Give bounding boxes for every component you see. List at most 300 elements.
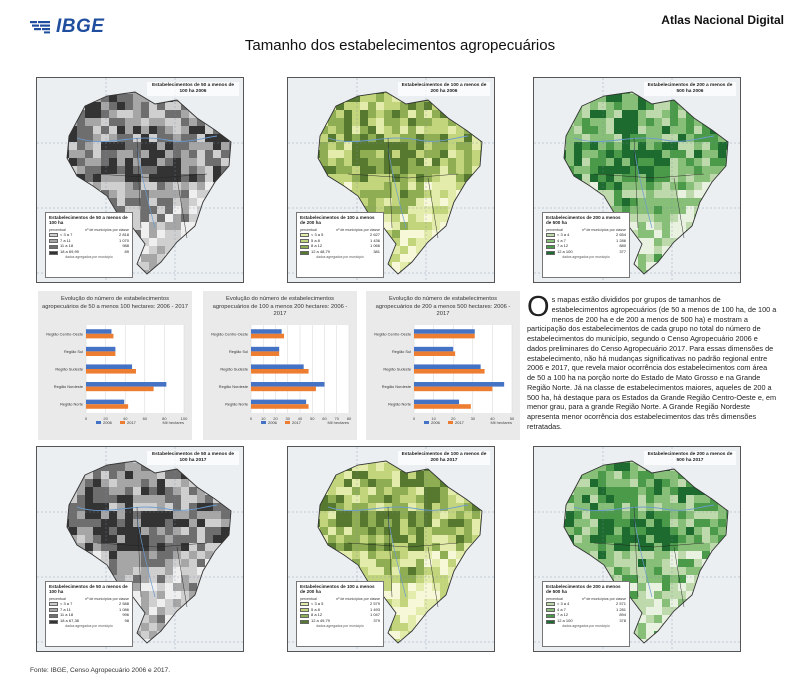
municipality-cell (125, 150, 133, 158)
municipality-cell (157, 519, 165, 527)
municipality-cell (622, 527, 630, 535)
municipality-cell (432, 559, 440, 567)
municipality-cell (149, 519, 157, 527)
legend-class: 12 a 100 (557, 618, 573, 624)
bar-2006 (414, 400, 459, 405)
municipality-cell (141, 599, 149, 607)
municipality-cell (181, 559, 189, 567)
municipality-cell (125, 190, 133, 198)
municipality-cell (654, 503, 662, 511)
municipality-cell (336, 487, 344, 495)
municipality-cell (141, 110, 149, 118)
municipality-cell (662, 487, 670, 495)
municipality-cell (336, 543, 344, 551)
municipality-cell (189, 118, 197, 126)
municipality-cell (189, 487, 197, 495)
municipality-cell (630, 110, 638, 118)
municipality-cell (93, 158, 101, 166)
municipality-cell (622, 198, 630, 206)
municipality-cell (344, 118, 352, 126)
municipality-cell (464, 158, 472, 166)
municipality-cell (678, 150, 686, 158)
legend-count: 1 281 (615, 606, 626, 612)
municipality-cell (456, 535, 464, 543)
bar-2017 (251, 351, 279, 356)
municipality-cell (189, 198, 197, 206)
legend-count: 98 (124, 618, 129, 624)
municipality-cell (77, 535, 85, 543)
municipality-cell (614, 463, 622, 471)
municipality-cell (654, 174, 662, 182)
municipality-cell (440, 118, 448, 126)
municipality-cell (376, 182, 384, 190)
municipality-cell (694, 182, 702, 190)
municipality-cell (670, 182, 678, 190)
municipality-cell (670, 535, 678, 543)
municipality-cell (400, 591, 408, 599)
chart-200-500ha (366, 291, 520, 440)
municipality-cell (101, 479, 109, 487)
municipality-cell (141, 479, 149, 487)
municipality-cell (686, 206, 694, 214)
municipality-cell (109, 527, 117, 535)
municipality-cell (440, 206, 448, 214)
municipality-cell (408, 126, 416, 134)
municipality-cell (336, 110, 344, 118)
municipality-cell (392, 166, 400, 174)
municipality-cell (117, 110, 125, 118)
municipality-cell (590, 543, 598, 551)
municipality-cell (344, 479, 352, 487)
municipality-cell (109, 535, 117, 543)
municipality-cell (638, 126, 646, 134)
municipality-cell (408, 166, 416, 174)
municipality-cell (448, 174, 456, 182)
municipality-cell (165, 222, 173, 230)
municipality-cell (189, 519, 197, 527)
municipality-cell (189, 166, 197, 174)
municipality-cell (416, 519, 424, 527)
municipality-cell (662, 583, 670, 591)
municipality-cell (686, 559, 694, 567)
municipality-cell (598, 535, 606, 543)
municipality-cell (392, 471, 400, 479)
legend-class: 8 a 12 (311, 612, 323, 618)
municipality-cell (117, 126, 125, 134)
municipality-cell (662, 222, 670, 230)
municipality-cell (125, 166, 133, 174)
municipality-cell (432, 535, 440, 543)
bar-2006 (251, 382, 325, 387)
municipality-cell (416, 222, 424, 230)
municipality-cell (149, 230, 157, 238)
municipality-cell (181, 567, 189, 575)
municipality-cell (694, 511, 702, 519)
municipality-cell (149, 479, 157, 487)
legend-swatch (300, 245, 309, 249)
municipality-cell (662, 174, 670, 182)
municipality-cell (424, 511, 432, 519)
municipality-cell (614, 519, 622, 527)
municipality-cell (149, 166, 157, 174)
municipality-cell (432, 527, 440, 535)
municipality-cell (344, 158, 352, 166)
municipality-cell (432, 214, 440, 222)
municipality-cell (654, 511, 662, 519)
municipality-cell (614, 190, 622, 198)
legend-count: 988 (122, 243, 129, 249)
municipality-cell (360, 527, 368, 535)
municipality-cell (93, 543, 101, 551)
municipality-cell (710, 166, 718, 174)
municipality-cell (646, 623, 654, 631)
municipality-cell (181, 150, 189, 158)
municipality-cell (376, 166, 384, 174)
municipality-cell (157, 142, 165, 150)
municipality-cell (424, 527, 432, 535)
legend-class: 18 a 69,99 (60, 249, 79, 255)
municipality-cell (638, 599, 646, 607)
municipality-cell (181, 519, 189, 527)
municipality-cell (392, 559, 400, 567)
municipality-cell (440, 511, 448, 519)
municipality-cell (432, 150, 440, 158)
municipality-cell (141, 166, 149, 174)
municipality-cell (408, 198, 416, 206)
municipality-cell (590, 519, 598, 527)
municipality-cell (213, 535, 221, 543)
municipality-cell (133, 190, 141, 198)
municipality-cell (598, 118, 606, 126)
municipality-cell (654, 607, 662, 615)
municipality-cell (416, 607, 424, 615)
legend-count: 2 654 (615, 231, 626, 237)
municipality-cell (432, 519, 440, 527)
municipality-cell (344, 471, 352, 479)
municipality-cell (376, 118, 384, 126)
municipality-cell (416, 126, 424, 134)
municipality-cell (157, 198, 165, 206)
municipality-cell (117, 182, 125, 190)
municipality-cell (344, 495, 352, 503)
bar-2017 (251, 404, 309, 409)
municipality-cell (646, 150, 654, 158)
municipality-cell (566, 511, 574, 519)
municipality-cell (109, 519, 117, 527)
municipality-cell (368, 118, 376, 126)
municipality-cell (598, 551, 606, 559)
municipality-cell (205, 158, 213, 166)
municipality-cell (448, 126, 456, 134)
municipality-cell (654, 198, 662, 206)
municipality-cell (77, 166, 85, 174)
municipality-cell (582, 118, 590, 126)
municipality-cell (352, 158, 360, 166)
x-tick-label: 50 (509, 416, 515, 421)
municipality-cell (472, 150, 480, 158)
municipality-cell (416, 174, 424, 182)
municipality-cell (93, 118, 101, 126)
municipality-cell (686, 182, 694, 190)
municipality-cell (117, 134, 125, 142)
municipality-cell (85, 511, 93, 519)
municipality-cell (622, 487, 630, 495)
municipality-cell (654, 126, 662, 134)
municipality-cell (646, 479, 654, 487)
municipality-cell (376, 471, 384, 479)
municipality-cell (630, 551, 638, 559)
municipality-cell (622, 495, 630, 503)
municipality-cell (368, 527, 376, 535)
legend-class: < 3 a 4 (557, 600, 570, 606)
legend-count: 996 (122, 612, 129, 618)
bar-2006 (251, 364, 304, 369)
municipality-cell (93, 142, 101, 150)
municipality-cell (574, 158, 582, 166)
municipality-cell (320, 519, 328, 527)
municipality-cell (440, 551, 448, 559)
municipality-cell (360, 142, 368, 150)
municipality-cell (598, 102, 606, 110)
municipality-cell (109, 551, 117, 559)
municipality-cell (384, 174, 392, 182)
municipality-cell (662, 543, 670, 551)
municipality-cell (416, 150, 424, 158)
municipality-cell (566, 503, 574, 511)
municipality-cell (654, 567, 662, 575)
municipality-cell (400, 623, 408, 631)
x-tick-label: 30 (285, 416, 290, 421)
municipality-cell (85, 126, 93, 134)
municipality-cell (117, 142, 125, 150)
municipality-cell (376, 463, 384, 471)
municipality-cell (432, 583, 440, 591)
municipality-cell (368, 182, 376, 190)
legend-class: 7 a 11 (60, 606, 71, 612)
x-tick-label: 60 (142, 416, 148, 421)
municipality-cell (678, 182, 686, 190)
bar-2017 (414, 334, 475, 339)
municipality-cell (432, 495, 440, 503)
municipality-cell (670, 479, 678, 487)
municipality-cell (662, 158, 670, 166)
municipality-cell (638, 206, 646, 214)
municipality-cell (432, 511, 440, 519)
municipality-cell (141, 118, 149, 126)
legend-footnote: dados agregados por município (316, 624, 364, 629)
legend-title: Estabelecimentos de 100 a menos de 200 ha (300, 215, 375, 226)
municipality-cell (125, 94, 133, 102)
municipality-cell (590, 495, 598, 503)
municipality-cell (157, 583, 165, 591)
municipality-cell (646, 495, 654, 503)
municipality-cell (384, 190, 392, 198)
municipality-cell (368, 190, 376, 198)
municipality-cell (368, 150, 376, 158)
municipality-cell (654, 118, 662, 126)
municipality-cell (686, 495, 694, 503)
legend-class: 11 a 18 (60, 243, 74, 249)
municipality-cell (662, 230, 670, 238)
municipality-cell (157, 503, 165, 511)
municipality-cell (400, 519, 408, 527)
municipality-cell (149, 254, 157, 262)
municipality-cell (614, 198, 622, 206)
municipality-cell (472, 158, 480, 166)
municipality-cell (352, 551, 360, 559)
municipality-cell (440, 150, 448, 158)
municipality-cell (197, 190, 205, 198)
x-tick-label: 70 (334, 416, 339, 421)
municipality-cell (416, 511, 424, 519)
municipality-cell (189, 182, 197, 190)
municipality-cell (598, 495, 606, 503)
municipality-cell (384, 182, 392, 190)
municipality-cell (670, 110, 678, 118)
legend-col-a: percentual (49, 596, 66, 601)
municipality-cell (678, 543, 686, 551)
legend-swatch (49, 251, 58, 255)
municipality-cell (670, 142, 678, 150)
municipality-cell (590, 126, 598, 134)
y-category-label: Região Norte (388, 401, 411, 407)
municipality-cell (157, 174, 165, 182)
municipality-cell (101, 126, 109, 134)
municipality-cell (416, 479, 424, 487)
municipality-cell (352, 102, 360, 110)
municipality-cell (352, 118, 360, 126)
municipality-cell (440, 583, 448, 591)
municipality-cell (141, 230, 149, 238)
municipality-cell (165, 471, 173, 479)
municipality-cell (582, 479, 590, 487)
municipality-cell (630, 174, 638, 182)
municipality-cell (157, 607, 165, 615)
municipality-cell (638, 214, 646, 222)
municipality-cell (384, 110, 392, 118)
x-tick-label: 20 (103, 416, 108, 421)
municipality-cell (710, 150, 718, 158)
municipality-cell (165, 511, 173, 519)
municipality-cell (181, 527, 189, 535)
municipality-cell (376, 94, 384, 102)
municipality-cell (173, 479, 181, 487)
municipality-cell (456, 150, 464, 158)
municipality-cell (464, 142, 472, 150)
municipality-cell (221, 158, 229, 166)
municipality-cell (686, 158, 694, 166)
municipality-cell (360, 158, 368, 166)
municipality-cell (590, 471, 598, 479)
municipality-cell (694, 190, 702, 198)
municipality-cell (710, 535, 718, 543)
municipality-cell (408, 230, 416, 238)
municipality-cell (173, 230, 181, 238)
municipality-cell (189, 126, 197, 134)
municipality-cell (416, 158, 424, 166)
municipality-cell (598, 471, 606, 479)
municipality-cell (125, 559, 133, 567)
legend-count: 378 (619, 618, 626, 624)
municipality-cell (638, 583, 646, 591)
legend-label: 2006 (268, 420, 277, 425)
municipality-cell (384, 102, 392, 110)
municipality-cell (590, 487, 598, 495)
municipality-cell (221, 142, 229, 150)
legend-class: 8 a 12 (311, 243, 323, 249)
municipality-cell (360, 535, 368, 543)
municipality-cell (173, 222, 181, 230)
municipality-cell (205, 511, 213, 519)
bar-2006 (86, 329, 111, 334)
municipality-cell (165, 190, 173, 198)
municipality-cell (678, 551, 686, 559)
municipality-cell (424, 487, 432, 495)
municipality-cell (85, 519, 93, 527)
municipality-cell (686, 198, 694, 206)
legend-count: 2 588 (118, 600, 129, 606)
municipality-cell (448, 519, 456, 527)
chart-title: Evolução do número de estabelecimentos agropecuários de 200 a menos 500 hectares: 2006 - 2017 (375, 296, 511, 318)
municipality-cell (408, 503, 416, 511)
municipality-cell (654, 487, 662, 495)
municipality-cell (165, 110, 173, 118)
legend-class: < 3 a 5 (311, 231, 324, 237)
legend-count: 1 066 (369, 243, 380, 249)
municipality-cell (440, 519, 448, 527)
legend-swatch (49, 620, 58, 624)
municipality-cell (654, 551, 662, 559)
municipality-cell (376, 126, 384, 134)
municipality-cell (69, 503, 77, 511)
municipality-cell (352, 182, 360, 190)
municipality-cell (141, 559, 149, 567)
municipality-cell (93, 535, 101, 543)
municipality-cell (678, 158, 686, 166)
municipality-cell (424, 222, 432, 230)
municipality-cell (614, 182, 622, 190)
municipality-cell (686, 527, 694, 535)
legend-class: 4 a 7 (557, 606, 566, 612)
municipality-cell (85, 166, 93, 174)
municipality-cell (133, 118, 141, 126)
municipality-cell (133, 110, 141, 118)
municipality-cell (117, 551, 125, 559)
municipality-cell (368, 503, 376, 511)
municipality-cell (598, 142, 606, 150)
municipality-cell (694, 166, 702, 174)
municipality-cell (590, 166, 598, 174)
municipality-cell (400, 230, 408, 238)
municipality-cell (670, 230, 678, 238)
municipality-cell (157, 479, 165, 487)
municipality-cell (141, 206, 149, 214)
municipality-cell (566, 150, 574, 158)
municipality-cell (344, 527, 352, 535)
municipality-cell (197, 527, 205, 535)
municipality-cell (360, 519, 368, 527)
municipality-cell (93, 110, 101, 118)
x-tick-label: 40 (122, 416, 128, 421)
municipality-cell (165, 150, 173, 158)
legend-title: Estabelecimentos de 100 a menos de 200 ha (300, 584, 375, 595)
municipality-cell (101, 166, 109, 174)
municipality-cell (424, 166, 432, 174)
legend-swatch (49, 233, 58, 237)
municipality-cell (360, 559, 368, 567)
municipality-cell (614, 110, 622, 118)
municipality-cell (464, 527, 472, 535)
